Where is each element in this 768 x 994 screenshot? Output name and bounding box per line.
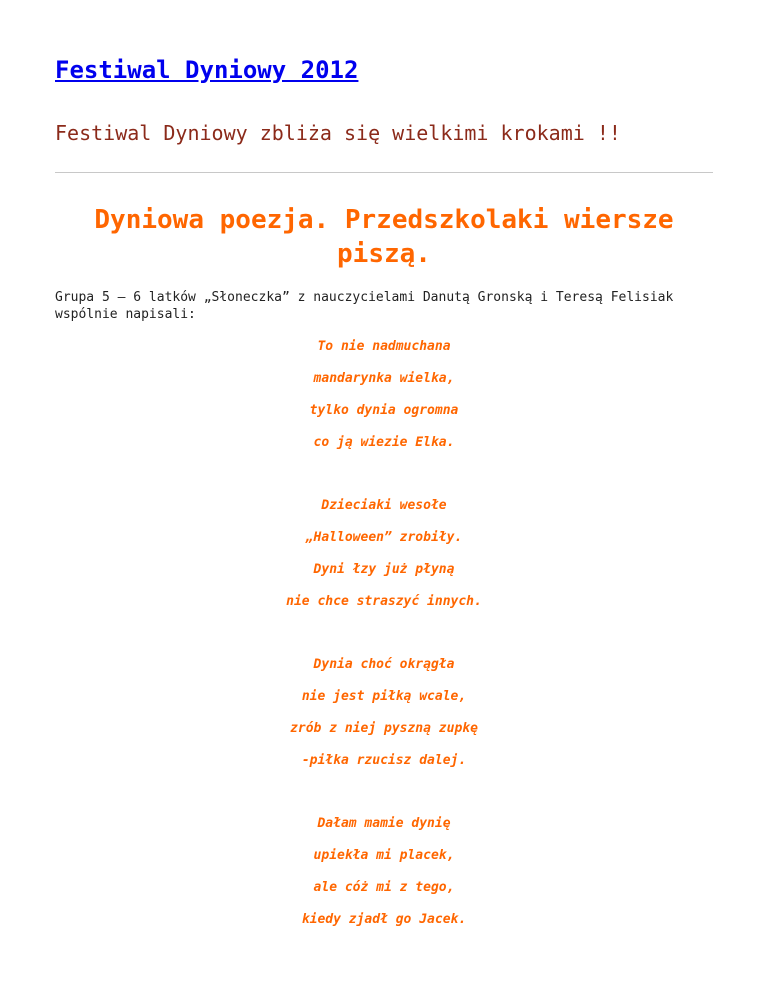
poem-line: upiekła mi placek, <box>313 848 455 863</box>
post-intro: Grupa 5 – 6 latków „Słoneczka” z nauczycielami Danutą Gronską i Teresą Felisiak wspólnie napisali: <box>55 290 674 322</box>
poem-line: „Halloween” zrobiły. <box>305 530 463 545</box>
poem-line: mandarynka wielka, <box>313 371 455 386</box>
poem-line: co ją wiezie Elka. <box>313 435 455 450</box>
poem-line: nie chce straszyć innych. <box>286 594 482 609</box>
festival-subtitle: Festiwal Dyniowy zbliża się wielkimi krokami !! <box>55 121 621 145</box>
poem-line: Dzieciaki wesołe <box>321 498 447 513</box>
divider <box>55 172 713 173</box>
poem-line: -piłka rzucisz dalej. <box>301 753 467 768</box>
poem-line: Dynia choć okrągła <box>313 657 455 672</box>
festival-title-link[interactable]: Festiwal Dyniowy 2012 <box>55 56 359 84</box>
poem-line: Dyni łzy już płyną <box>313 562 455 577</box>
poem-line: tylko dynia ogromna <box>309 403 459 418</box>
poem-line: kiedy zjadł go Jacek. <box>301 912 467 927</box>
poem-line: Dałam mamie dynię <box>317 816 451 831</box>
poem-line: ale cóż mi z tego, <box>313 880 455 895</box>
post-title: Dyniowa poezja. Przedszkolaki wiersze piszą. <box>94 205 674 269</box>
poem-line: To nie nadmuchana <box>317 339 451 354</box>
poem-line: nie jest piłką wcale, <box>301 689 467 704</box>
poem-line: zrób z niej pyszną zupkę <box>290 721 478 736</box>
